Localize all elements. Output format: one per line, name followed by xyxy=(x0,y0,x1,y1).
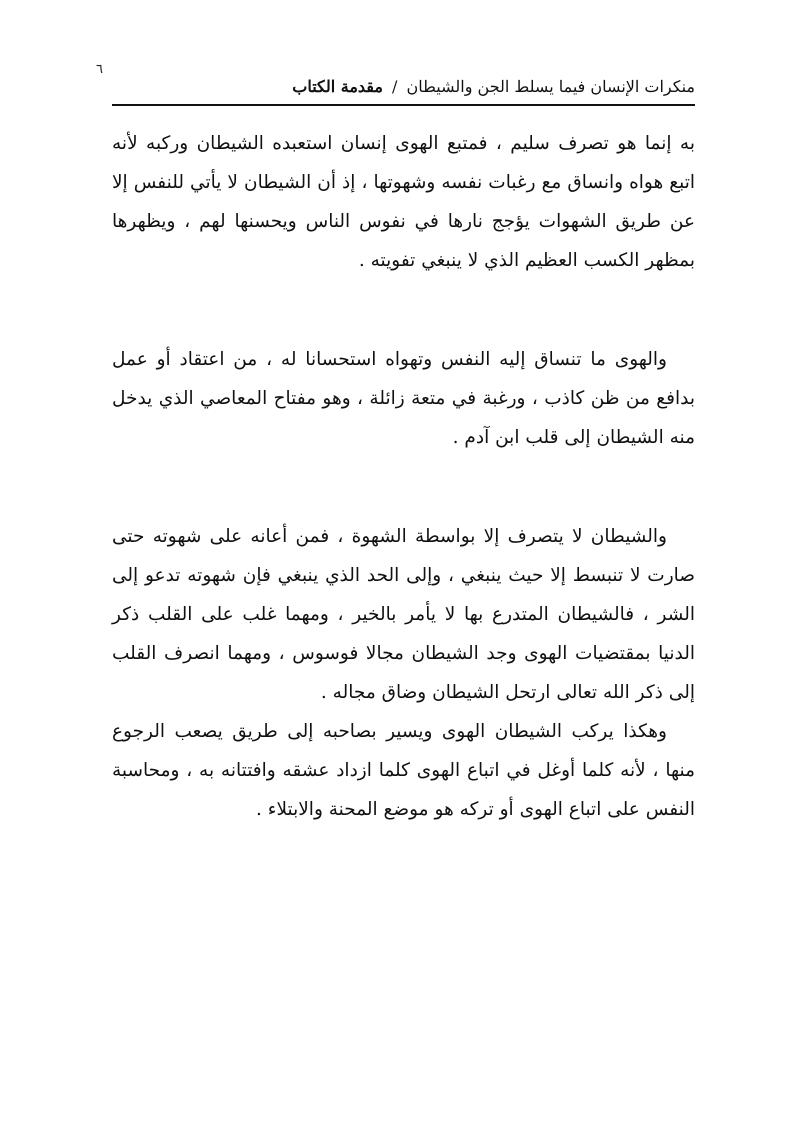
header-divider xyxy=(112,104,695,106)
header-section-title: مقدمة الكتاب xyxy=(292,77,383,96)
paragraph-shaitan-shahwa: والشيطان لا يتصرف إلا بواسطة الشهوة ، فمن أعانه على شهوته حتى صارت لا تنبسط إلا حيث ينبغي ، وإلى الحد الذي ينبغي فإن شهوته تدعو إلى الشر ، فالشيطان المتدرع بها لا يأمر بالخير ، ومهما غلب على القلب ذكر الدنيا بمقتضيات الهوى وجد الشيطان مجالا فوسوس ، ومهما انصرف القلب إلى ذكر الله تعالى ارتحل الشيطان وضاق مجاله . xyxy=(112,526,695,703)
page-number: ٦ xyxy=(96,62,103,77)
paragraph-conclusion: وهكذا يركب الشيطان الهوى ويسير بصاحبه إلى طريق يصعب الرجوع منها ، لأنه كلما أوغل في اتباع الهوى كلما ازداد عشقه وافتتانه به ، ومحاسبة النفس على اتباع الهوى أو تركه هو موضع المحنة والابتلاء . xyxy=(112,721,695,820)
header-book-title: منكرات الإنسان فيما يسلط الجن والشيطان xyxy=(406,77,695,96)
paragraph-continuation: به إنما هو تصرف سليم ، فمتبع الهوى إنسان استعبده الشيطان وركبه لأنه اتبع هواه وانساق مع رغبات نفسه وشهوتها ، إذ أن الشيطان لا يأتي للنفس إلا عن طريق الشهوات يؤجج نارها في نفوس الناس ويحسنها لهم ، ويظهرها بمظهر الكسب العظيم الذي لا ينبغي تفويته . xyxy=(112,133,695,271)
page-body xyxy=(112,124,695,829)
running-header xyxy=(112,72,695,102)
paragraph-hawa-definition: والهوى ما تنساق إليه النفس وتهواه استحسانا له ، من اعتقاد أو عمل بدافع من ظن كاذب ، ورغبة في متعة زائلة ، وهو مفتاح المعاصي الذي يدخل منه الشيطان إلى قلب ابن آدم . xyxy=(112,349,695,448)
header-separator: / xyxy=(392,77,398,96)
